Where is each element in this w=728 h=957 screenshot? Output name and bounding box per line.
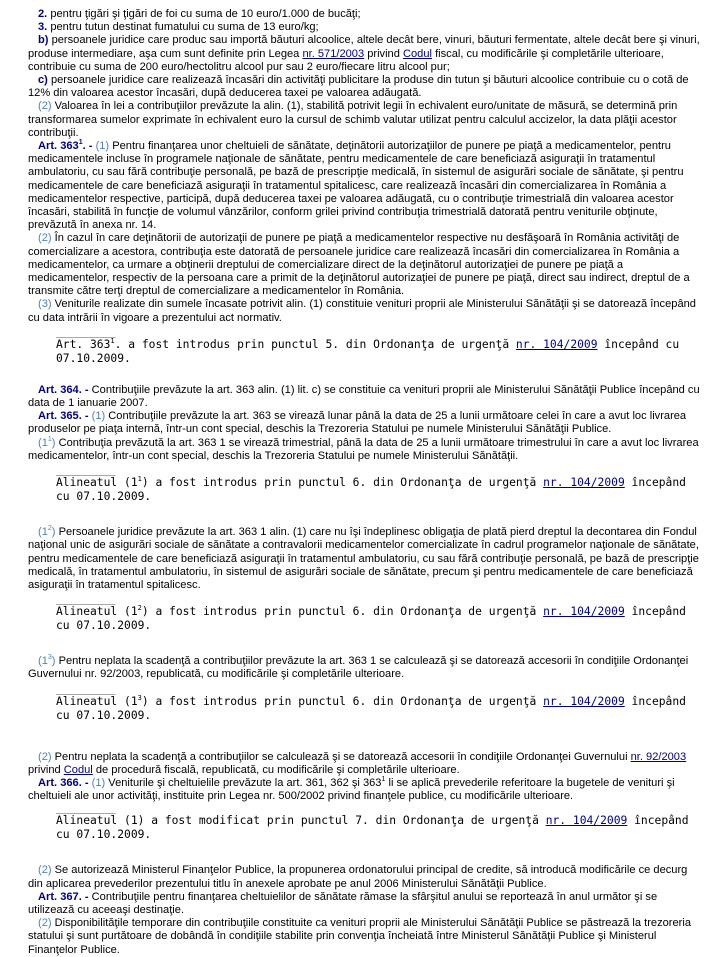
article-365-alin-1-2 xyxy=(28,526,702,592)
alin-marker: (1) xyxy=(91,776,106,789)
oug-104-2009-link[interactable]: nr. 104/2009 xyxy=(515,337,598,351)
alin-marker: (2) xyxy=(38,917,52,930)
law-link-571-2003[interactable]: nr. 571/2003 xyxy=(302,47,365,60)
oug-104-2009-link[interactable]: nr. 104/2009 xyxy=(543,476,625,490)
article-heading: Art. 365. - xyxy=(38,410,92,423)
alin-marker: (2) xyxy=(38,864,52,877)
alin-marker: (2) xyxy=(38,100,52,113)
paragraph-text: privind xyxy=(364,47,403,60)
article-363-1-alin-2 xyxy=(28,232,702,298)
note-text: începând cu 07.10.2009. xyxy=(56,337,680,365)
item-marker: 3. xyxy=(38,21,48,34)
paragraph-text: Disponibilităţile temporare din contribuţiile constituite ca venituri proprii ale Ministerului Sănătăţii Publice se păstrează la trezoreria statului şi sunt purtătoare de dobândă în condiţiile stabilite prin convenţia încheiată între Ministerul Sănătăţii Publice şi Ministerul Finanţelor Publice. xyxy=(28,917,691,956)
note-rule: ___________ xyxy=(56,598,116,606)
paragraph-text: pentru ţigări şi ţigări de foi cu suma de 10 euro/1.000 de bucăţi; xyxy=(47,8,361,20)
paragraph-text: Se autorizează Ministerul Finanţelor Publice, la propunerea ordonatorului principal de credite, să introducă modificările ce decurg din aplicarea prevederilor prezentului titlu în anexele aprobate pe anul 2006 Ministerului Sănătăţii Publice. xyxy=(28,864,688,890)
alin-marker: (2) xyxy=(38,232,52,245)
note-text: începând cu 07.10.2009. xyxy=(56,476,686,504)
article-365-alin-1-1 xyxy=(28,437,702,463)
article-365-alin-1-3 xyxy=(28,655,702,681)
paragraph-2 xyxy=(28,8,702,21)
article-heading: Art. 367. - xyxy=(38,890,92,903)
note-text: Alineatul $(1^1)$ a fost introdus prin punctul 6. din Ordonanţa de urgenţă xyxy=(56,475,544,490)
article-heading: Art. $363^1$. - xyxy=(38,139,96,153)
amendment-note xyxy=(28,688,702,723)
amendment-note xyxy=(28,807,702,842)
paragraph-text: de procedură fiscală, republicată, cu modificările şi completările ulterioare. xyxy=(92,763,460,776)
note-text: Alineatul $(1^3)$ a fost introdus prin punctul 6. din Ordonanţa de urgenţă xyxy=(56,693,544,708)
article-363-1 xyxy=(28,140,702,232)
oug-104-2009-link[interactable]: nr. 104/2009 xyxy=(543,694,625,708)
note-text: Art. $363^1$. a fost introdus prin punctul 5. din Ordonanţa de urgenţă xyxy=(56,336,516,351)
paragraph-3 xyxy=(28,21,702,34)
alin-marker: $(1^2)$ xyxy=(38,525,56,539)
item-marker: c) xyxy=(38,74,48,87)
paragraph-c xyxy=(28,74,702,100)
paragraph-text: Veniturile realizate din sumele încasate potrivit alin. (1) constituie venituri proprii ale Ministerului Sănătăţii şi se datorează începând cu data intrării în vigoare a prezentului act normativ. xyxy=(28,298,696,324)
codul-procedura-link[interactable]: Codul xyxy=(63,763,93,776)
article-363-1-alin-3 xyxy=(28,298,702,324)
paragraph-text: persoanele juridice care produc sau importă băuturi alcoolice, altele decât bere, vinuri, băuturi fermentate, altele decât bere şi vinuri, produse intermediare, aşa cum sunt definite prin Legea xyxy=(28,34,700,60)
alin-marker: (3) xyxy=(38,298,52,311)
article-365 xyxy=(28,410,702,436)
note-rule: ___________ xyxy=(56,687,116,695)
article-367-alin-2 xyxy=(28,917,702,957)
og-92-2003-link[interactable]: nr. 92/2003 xyxy=(630,750,687,763)
article-364 xyxy=(28,384,702,410)
note-rule: ___________ xyxy=(56,807,116,815)
amendment-note xyxy=(28,598,702,633)
paragraph-text: Contribuţia prevăzută la art. 363 1 se virează trimestrial, până la data de 25 a lunii următoare trimestrului în care a avut loc livrarea medicamentelor, într-un cont special, deschis la Trezoreria Statului pe numele Ministerului Sănătăţii. xyxy=(28,436,699,462)
note-rule: ___________ xyxy=(56,330,116,338)
paragraph-text: Veniturile şi cheltuielile prevăzute la art. 361, 362 şi $363^1$ li se aplică prevederile referitoare la bugetele de venituri şi cheltuieli ale unor activităţi, instituite prin Legea nr. 500/2002 privind finanţele publice, cu modificările ulterioare. xyxy=(28,775,675,803)
alin-marker: $(1^3)$ xyxy=(38,654,56,668)
article-366-alin-2 xyxy=(28,864,702,890)
article-365-alin-2 xyxy=(28,751,702,777)
note-text: Alineatul $(1^2)$ a fost introdus prin punctul 6. din Ordonanţa de urgenţă xyxy=(56,604,544,619)
note-text: începând cu 07.10.2009. xyxy=(56,694,686,722)
note-text: începând cu 07.10.2009. xyxy=(56,605,686,633)
article-367 xyxy=(28,891,702,917)
alin-marker: (1) xyxy=(91,410,106,423)
article-366 xyxy=(28,777,702,803)
alin-marker: $(1^1)$ xyxy=(38,435,56,449)
note-text: Alineatul (1) a fost modificat prin punctul 7. din Ordonanţa de urgenţă xyxy=(56,814,546,828)
article-heading: Art. 364. - xyxy=(38,383,92,396)
paragraph-text: În cazul în care deţinătorii de autorizaţii de punere pe piaţă a medicamentelor respective nu desfăşoară în România activităţi de comercializare a acestora, contribuţia este datorată de persoanele juridice care realizează încasări din comercializarea în România a medicamentelor, ca urmare a obţinerii dreptului de comercializare direct de la deţinătorul autorizaţiei de punere pe piaţă a medicamentelor, respectiv de la persoana care a primit de la deţinătorul autorizaţiei de punere pe piaţă, direct sau indirect, dreptul de a transmite către terţi dreptul de comercializare a medicamentelor în România. xyxy=(28,232,690,298)
paragraph-text: Pentru finanţarea unor cheltuieli de sănătate, deţinătorii autorizaţiilor de punere pe piaţă a medicamentelor, pentru medicamentele incluse în programele naţionale de sănătate, pentru medicamentele de care beneficiază asiguraţii în tratamentul ambulatoriu, cu sau fără contribuţie personală, pe bază de prescripţie medicală, în sistemul de asigurări sociale de sănătate, şi pentru medicamentele de care beneficiază asiguraţii în tratamentul spitalicesc, care realizează încasări din comercializarea în România a medicamentelor respective, participă, după deducerea taxei pe valoarea adăugată, cu o contribuţie trimestrială din valoarea acestor încasări, stabilită în funcţie de volumul vânzărilor, conform grilei privind contribuţia trimestrială datorată pentru veniturile obţinute, prevăzută în anexa nr. 14. xyxy=(28,140,684,232)
paragraph-text: Contribuţiile pentru finanţarea cheltuielilor de sănătate rămase la sfârşitul anului se reportează în anul următor şi se utilizează cu aceeaşi destinaţie. xyxy=(28,890,658,916)
paragraph-b xyxy=(28,34,702,74)
paragraph-text: Pentru neplata la scadenţă a contribuţiilor se calculează şi se datorează accesorii în condiţiile Ordonanţei Guvernului xyxy=(51,750,631,763)
article-heading: Art. 366. - xyxy=(38,776,92,789)
paragraph-text: fiscal, cu modificările şi completările ulterioare, contribuie cu suma de 200 euro/hectolitru alcool pur sau 2 euro/fiecare litru alcool pur; xyxy=(28,47,664,73)
paragraph-alin-2 xyxy=(28,100,702,140)
alin-marker: (2) xyxy=(38,750,52,763)
oug-104-2009-link[interactable]: nr. 104/2009 xyxy=(543,605,625,619)
paragraph-text: Contribuţiile prevăzute la art. 363 se virează lunar până la data de 25 a lunii următoare celei în care a avut loc livrarea produselor pe piaţa internă, într-un cont special, deschis la Trezoreria Statului pe numele Ministerului Sănătăţii Publice. xyxy=(28,410,687,436)
amendment-note xyxy=(28,469,702,504)
paragraph-text: Contribuţiile prevăzute la art. 363 alin. (1) lit. c) se constituie ca venituri proprii ale Ministerului Sănătăţii Publice începând cu data de 1 ianuarie 2007. xyxy=(28,383,700,410)
paragraph-text: Persoanele juridice prevăzute la art. 363 1 alin. (1) care nu îşi îndeplinesc obligaţia de plată pierd dreptul la decontarea din Fondul naţional unic de asigurări sociale de sănătate a contravalorii medicamentelor comercializate în cadrul programelor naţionale de sănătate, pentru medicamentele de care beneficiază asiguraţii în tratamentul ambulatoriu, cu sau fără contribuţie personală, pe bază de prescripţie medicală, în tratamentul ambulatoriu, în sistemul de asigurări sociale de sănătate, precum şi pentru medicamentele de care beneficiază asiguraţii în tratamentul spitalicesc. xyxy=(28,526,699,591)
document-body xyxy=(28,8,702,957)
codul-fiscal-link[interactable]: Codul xyxy=(402,47,432,60)
oug-104-2009-link[interactable]: nr. 104/2009 xyxy=(545,814,628,828)
alin-marker: (1) xyxy=(95,140,110,153)
paragraph-text: privind xyxy=(28,763,64,776)
paragraph-text: pentru tutun destinat fumatului cu suma de 13 euro/kg; xyxy=(47,21,319,34)
paragraph-text: persoanele juridice care realizează încasări din activităţi publicitare la produse din tutun şi băuturi alcoolice contribuie cu o cotă de 12% din valoarea acestor încasări, după deducerea taxei pe valoarea adăugată. xyxy=(28,74,689,100)
item-marker: b) xyxy=(38,34,49,47)
amendment-note xyxy=(28,331,702,366)
note-rule: ___________ xyxy=(56,469,116,477)
note-text: începând cu 07.10.2009. xyxy=(56,814,689,842)
paragraph-text: Pentru neplata la scadenţă a contribuţiilor prevăzute la art. 363 1 se calculează şi se datorează accesorii în condiţiile Ordonanţei Guvernului nr. 92/2003, republicată, cu modificările şi completările ulterioare. xyxy=(28,655,689,681)
item-marker: 2. xyxy=(38,8,48,20)
paragraph-text: Valoarea în lei a contribuţiilor prevăzute la alin. (1), stabilită potrivit legii în echivalent euro/unitate de măsură, se determină prin transformarea sumelor exprimate în echivalent euro la cursul de schimb valutar utilizat pentru calculul accizelor, la data plăţii acestor contribuţii. xyxy=(28,100,678,139)
